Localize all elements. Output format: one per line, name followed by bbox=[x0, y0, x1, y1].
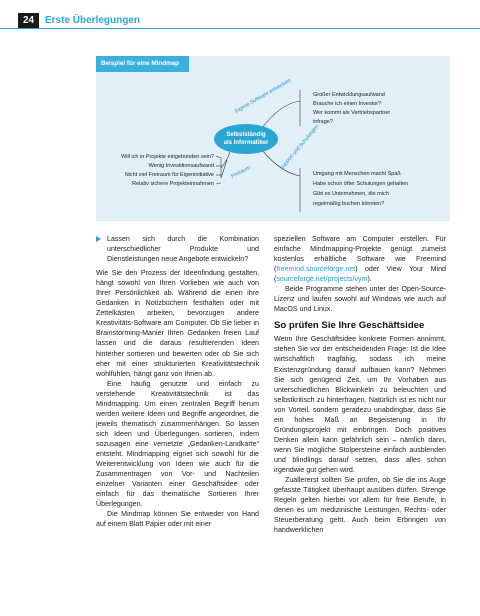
top-right-item-2: Brauche ich einen Investor? bbox=[313, 101, 382, 107]
center-line-2: als Informatiker bbox=[223, 140, 269, 146]
figure-label: Beispiel für eine Mindmap bbox=[96, 56, 189, 72]
arrow-bullet-icon bbox=[96, 236, 101, 242]
left-item-4: Relativ sichere Projekteinnahmen bbox=[132, 181, 214, 187]
body-paragraph: Wie Sie den Prozess der Ideenfindung gestalten, hängt sowohl von Ihren Vorlieben wie auch von Ihrer Persönlichkeit ab. Während die einen ihre Gedanken in Notizbüchern festhalten oder mit Zettelkästen arbeiten, bevorzugen andere Kreativitäts-Software am Computer. Ob Sie lieber in Brainstorming-Manier Ihren Gedanken freien Lauf lassen und die daraus resultierenden Ideen hinterher sortieren und bewerten oder ob Sie sich eher mit einer strukturierten Kreativitätstechnik wohlfühlen, hängt ganz von Ihnen ab. bbox=[96, 269, 259, 378]
connector-top-right bbox=[262, 101, 300, 128]
bullet-item bbox=[96, 234, 259, 264]
freemind-link[interactable]: freemind.sourceforge.net bbox=[276, 265, 356, 274]
mindmap-center-node bbox=[214, 124, 278, 154]
left-column bbox=[96, 234, 259, 529]
body-text: ). bbox=[367, 275, 372, 284]
left-item-2: Wenig Investitionsaufwand bbox=[148, 163, 214, 169]
top-right-item-3: Wer kommt als Vertriebspartner bbox=[313, 110, 391, 116]
bottom-right-item-4: regelmäßig buchen könnten? bbox=[313, 201, 385, 207]
vym-link[interactable]: sourceforge.net/projects/vym bbox=[276, 275, 368, 284]
body-paragraph: Die Mindmap können Sie entweder von Hand auf einem Blatt Papier oder mit einer bbox=[96, 510, 259, 529]
body-text: speziellen Software am Computer erstellen. Für einfache Mindmapping-Projekte genügt zumeist kostenlos erhältliche Software wie Freemind ( bbox=[274, 235, 446, 274]
body-text: ) oder View Your Mind ( bbox=[274, 265, 446, 284]
body-paragraph: Wenn Ihre Geschäftsidee konkrete Formen annimmt, stehen Sie vor der entscheidenden Frage: Ist die Idee wirtschaftlich tragfähig, sodass ich meine Existenzgründung darauf aufbauen kann? Nehmen Sie sich genügend Zeit, um Ihr Vorhaben aus unterschiedlichen Blickwinkeln zu beleuchten und selbstkritisch zu hinterfragen. Natürlich ist es nicht nur von Vorteil, sondern geradezu unabdingbar, dass Sie ein hohes Maß an Begeisterung in Ihr Gründungsprojekt mit einbringen. Doch positives Denken allein kann gefährlich sein – nämlich dann, wenn Sie mögliche Stolpersteine einfach ausblenden und blindlings darauf setzen, dass alles schon irgendwie gut gehen wird. bbox=[274, 335, 446, 474]
connector-left-trunk bbox=[221, 160, 227, 178]
body-paragraph: Eine häufig genutzte und einfach zu verstehende Kreativitätstechnik ist das Mindmapping. Um einen zentralen Begriff herum werden weitere Ideen und Begriffe angeordnet, die jeweils thematisch zusammenhängen. So lassen sich Ideen und Überlegungen sortieren, indem sozusagen eine vernetzte „Gedanken-Landkarte“ entsteht. Mindmapping eignet sich sowohl für die Weiterentwicklung von Ideen wie auch für die Zusammentragen von Vor- und Nachteilen einzelner Varianten einer Geschäftsidee oder einfach für das thematische Sortieren Ihrer Überlegungen. bbox=[96, 379, 259, 509]
top-right-item-4: infrage? bbox=[313, 119, 333, 125]
bottom-right-item-2: Habe schon öfter Schulungen gehalten bbox=[313, 181, 409, 187]
body-paragraph: Beide Programme stehen unter der Open-Source-Lizenz und laufen sowohl auf Windows wie auch auf MacOS und Linux. bbox=[274, 285, 446, 314]
connector-left-4 bbox=[216, 183, 221, 184]
bullet-text: Lassen sich durch die Kombination unterschiedlicher Produkte und Dienstleistungen neue Angebote entwickeln? bbox=[107, 235, 259, 264]
branch-label-support: Support und Schulungen bbox=[278, 123, 321, 172]
branch-label-freiraum: Freiraum bbox=[230, 165, 252, 180]
bottom-right-item-3: Gibt es Unternehmen, die mich bbox=[313, 191, 389, 197]
chapter-title: Erste Überlegungen bbox=[45, 15, 141, 26]
section-heading: So prüfen Sie Ihre Geschäftsidee bbox=[274, 320, 425, 332]
top-right-item-1: Großer Entwicklungsaufwand bbox=[313, 92, 385, 98]
bottom-right-item-1: Umgang mit Menschen macht Spaß bbox=[313, 171, 401, 177]
connector-left-1 bbox=[216, 156, 221, 158]
center-line-1: Selbstständig bbox=[226, 132, 266, 138]
branch-label-software: Eigene Software entwickeln bbox=[234, 77, 293, 115]
body-paragraph bbox=[274, 234, 446, 284]
page-number: 24 bbox=[18, 13, 39, 28]
body-paragraph: Zuallererst sollten Sie prüfen, ob Sie die ins Auge gefasste Tätigkeit überhaupt ausüben dürfen. Strenge Regeln gelten hierbei vor allem für freie Berufe, in denen es um medizinische Leistungen, Rechts- oder Steuerberatung geht. Auch beim Erbringen von handwerklichen bbox=[274, 476, 446, 535]
left-item-3: Nicht viel Freiraum für Eigeninitiative bbox=[124, 172, 214, 178]
right-column bbox=[274, 234, 446, 535]
left-item-1: Will ich in Projekte eingebunden sein? bbox=[121, 154, 214, 160]
